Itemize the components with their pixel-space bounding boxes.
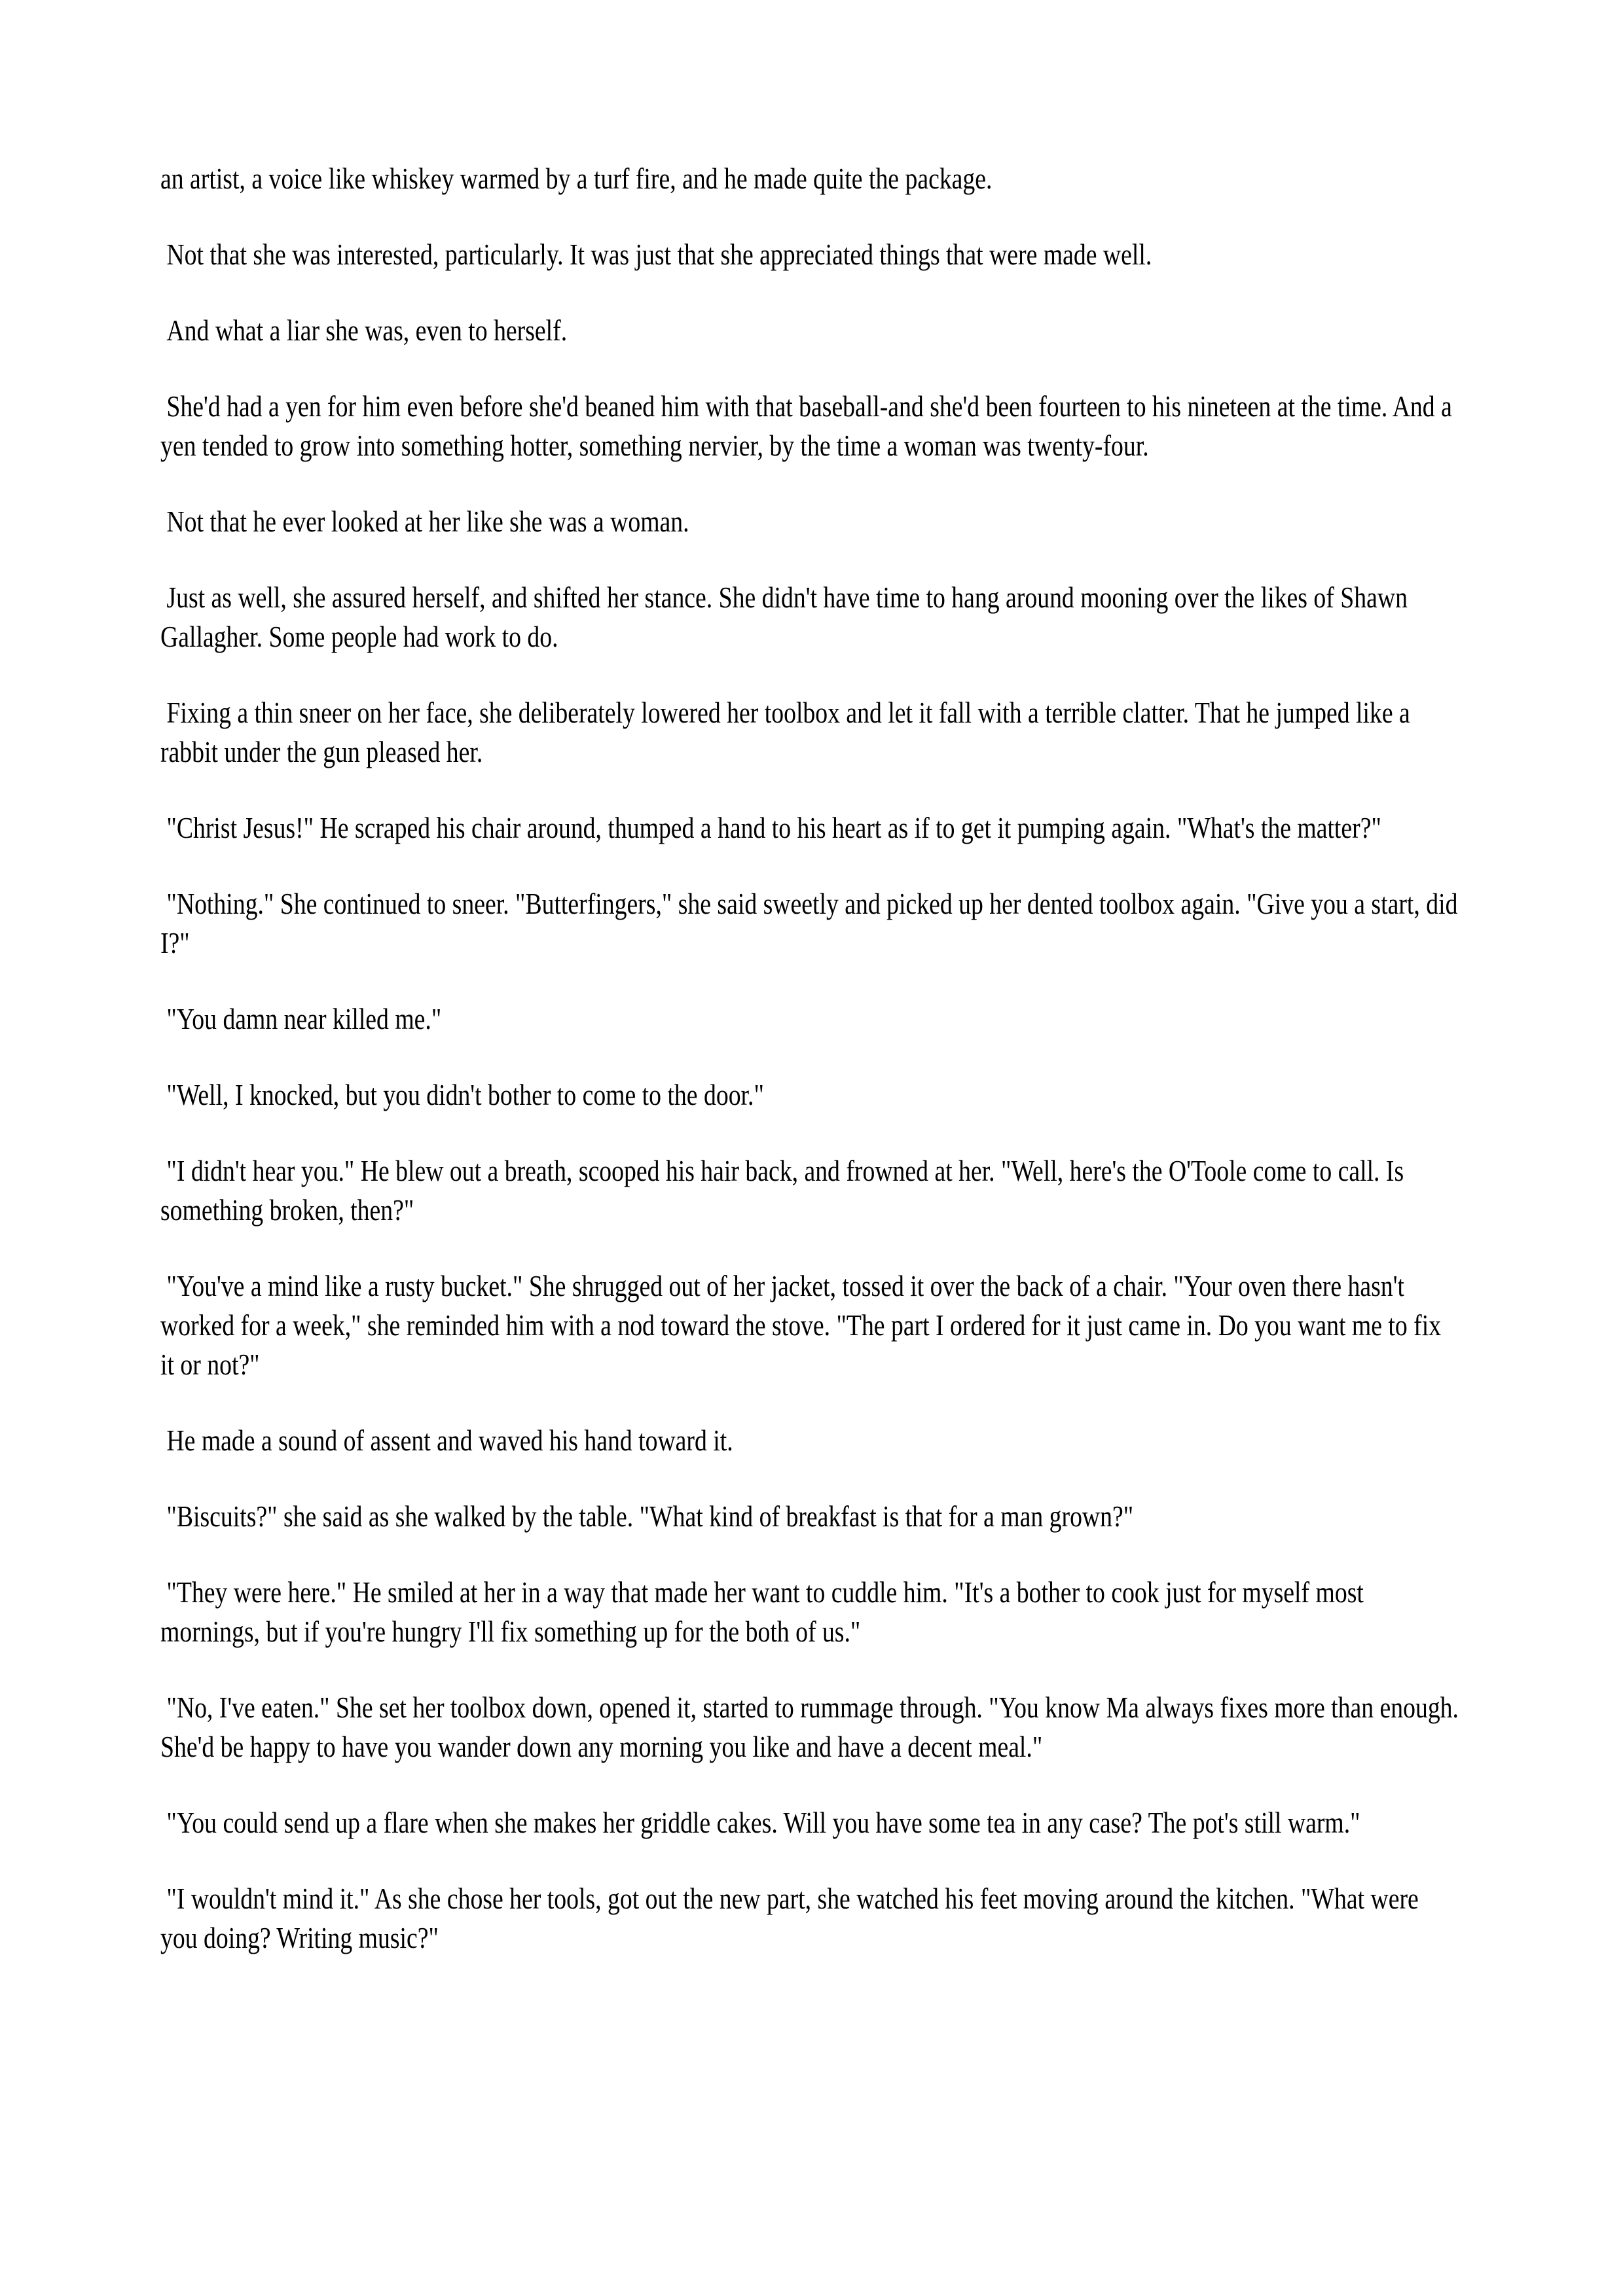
- paragraph: an artist, a voice like whiskey warmed by a turf fire, and he made quite the package.: [160, 162, 993, 195]
- paragraph: "No, I've eaten." She set her toolbox down, opened it, started to rummage through. "You know Ma always fixes more than enough. She'd be happy to have you wander down any morning you like and have a decent meal.": [160, 1691, 1465, 1763]
- paragraph: He made a sound of assent and waved his hand toward it.: [160, 1424, 733, 1457]
- paragraph: "You've a mind like a rusty bucket." She shrugged out of her jacket, tossed it over the back of a chair. "Your oven there hasn't worked for a week," she reminded him with a nod toward the stove. "The part I ordered for it just came in. Do you want me to fix it or not?": [160, 1269, 1448, 1381]
- paragraph: Fixing a thin sneer on her face, she deliberately lowered her toolbox and let it fall with a terrible clatter. That he jumped like a rabbit under the gun pleased her.: [160, 696, 1417, 768]
- paragraph: "Well, I knocked, but you didn't bother to come to the door.": [160, 1078, 764, 1111]
- paragraph: And what a liar she was, even to herself.: [160, 314, 568, 347]
- paragraph: "Nothing." She continued to sneer. "Butterfingers," she said sweetly and picked up her dented toolbox again. "Give you a start, did I?": [160, 887, 1464, 960]
- paragraph: "I didn't hear you." He blew out a breath, scooped his hair back, and frowned at her. "Well, here's the O'Toole come to call. Is something broken, then?": [160, 1154, 1410, 1227]
- paragraph: She'd had a yen for him even before she'd beaned him with that baseball-and she'd been fourteen to his nineteen at the time. And a yen tended to grow into something hotter, something nervier, by the time a woman was twenty-four.: [160, 389, 1459, 462]
- text-column: [160, 159, 1465, 1994]
- paragraph: Not that she was interested, particularly. It was just that she appreciated things that were made well.: [160, 238, 1152, 271]
- paragraph: Not that he ever looked at her like she was a woman.: [160, 505, 689, 538]
- paragraph: "You damn near killed me.": [160, 1002, 442, 1035]
- paragraph: "You could send up a flare when she makes her griddle cakes. Will you have some tea in any case? The pot's still warm.": [160, 1806, 1360, 1839]
- paragraph: Just as well, she assured herself, and shifted her stance. She didn't have time to hang around mooning over the likes of Shawn Gallagher. Some people had work to do.: [160, 581, 1414, 653]
- paragraph: "Biscuits?" she said as she walked by the table. "What kind of breakfast is that for a man grown?": [160, 1499, 1134, 1533]
- paragraph: "I wouldn't mind it." As she chose her tools, got out the new part, she watched his feet moving around the kitchen. "What were you doing? Writing music?": [160, 1882, 1425, 1954]
- paragraph: "They were here." He smiled at her in a way that made her want to cuddle him. "It's a bother to cook just for myself most mornings, but if you're hungry I'll fix something up for the both of us.": [160, 1575, 1370, 1648]
- paragraph: "Christ Jesus!" He scraped his chair around, thumped a hand to his heart as if to get it pumping again. "What's the matter?": [160, 811, 1381, 844]
